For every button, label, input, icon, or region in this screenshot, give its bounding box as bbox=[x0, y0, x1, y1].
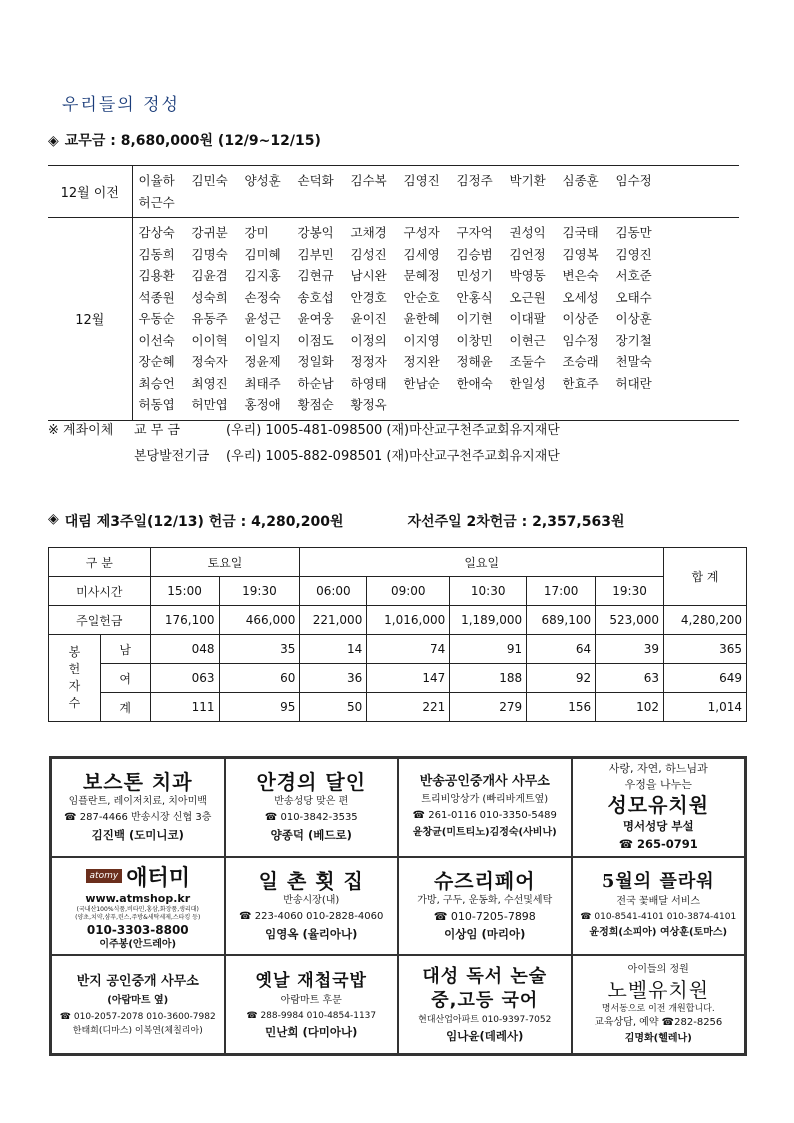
donor-name: 김정주 bbox=[456, 173, 493, 188]
ad-may-flower bbox=[572, 857, 746, 956]
ad-atomy bbox=[51, 857, 225, 956]
donor-name: 이이혁 bbox=[191, 332, 228, 348]
cash-cell: 689,100 bbox=[527, 606, 596, 635]
donor-name: 한일성 bbox=[509, 375, 546, 391]
diamond-icon: ◈ bbox=[48, 133, 59, 149]
donor-cell: 39 bbox=[596, 635, 664, 664]
ad-text: 아람마트 후문 bbox=[280, 994, 342, 1006]
donor-name: 석종원 bbox=[138, 289, 175, 305]
ad-phone: ☎ 223-4060 010-2828-4060 bbox=[239, 910, 384, 922]
donor-name: 김동희 bbox=[138, 246, 175, 262]
donor-name: 홍정애 bbox=[244, 397, 281, 412]
cash-total-cell: 4,280,200 bbox=[664, 606, 747, 635]
header-total: 합 계 bbox=[664, 548, 747, 606]
charity-offering-label: 자선주일 2차헌금 : 2,357,563원 bbox=[407, 514, 625, 530]
ad-owner: 윤창균(미트티노)김정숙(사비나) bbox=[412, 827, 557, 839]
cash-cell: 466,000 bbox=[219, 606, 300, 635]
donor-name: 정숙자 bbox=[191, 354, 228, 369]
ad-title: 옛날 재첩국밥 bbox=[255, 970, 367, 991]
ad-phone: ☎ 287-4466 반송시장 신협 3층 bbox=[64, 812, 212, 824]
names-before-dec bbox=[139, 170, 740, 213]
ad-owner: 이상임 (마리아) bbox=[444, 926, 526, 941]
donor-name: 정지완 bbox=[403, 354, 440, 369]
cash-cell: 1,189,000 bbox=[450, 606, 527, 635]
donor-name: 허만엽 bbox=[191, 397, 228, 412]
donor-cell: 147 bbox=[367, 664, 450, 693]
account-transfer-info bbox=[48, 418, 560, 470]
header-mass-time: 미사시간 bbox=[49, 577, 151, 606]
donor-name: 감상숙 bbox=[138, 225, 175, 240]
donor-name: 김명숙 bbox=[191, 246, 228, 262]
ad-phone: ☎ 261-0116 010-3350-5489 bbox=[412, 810, 557, 822]
donor-name: 조승래 bbox=[562, 354, 599, 369]
donor-name: 김영복 bbox=[562, 246, 599, 262]
donor-name: 황점순 bbox=[297, 397, 334, 412]
donor-name: 허동엽 bbox=[138, 397, 175, 412]
ad-text: 아이들의 정원 bbox=[627, 963, 689, 975]
ad-text: 명서성당 부설 bbox=[622, 819, 694, 834]
donor-name: 한남순 bbox=[403, 375, 440, 391]
donor-name: 장기철 bbox=[615, 332, 652, 348]
donor-name: 변은숙 bbox=[562, 268, 599, 283]
donor-name: 한애숙 bbox=[456, 375, 493, 391]
donor-name: 윤한혜 bbox=[403, 311, 440, 326]
donor-name: 남시완 bbox=[350, 268, 387, 283]
ad-text: 트리비앙상가 (빠리바게트옆) bbox=[421, 794, 549, 806]
donor-total-cell: 365 bbox=[664, 635, 747, 664]
donor-cell: 74 bbox=[367, 635, 450, 664]
donor-cell: 188 bbox=[450, 664, 527, 693]
donor-name: 김윤겸 bbox=[191, 268, 228, 283]
donor-name: 민성기 bbox=[456, 268, 493, 283]
time-cell: 09:00 bbox=[367, 577, 450, 606]
donor-name: 이선숙 bbox=[138, 332, 175, 348]
donor-name: 이현근 bbox=[509, 332, 546, 348]
ad-title: 대성 독서 논술 bbox=[422, 965, 548, 987]
transfer-account-2: (우리) 1005-882-098501 (재)마산교구천주교회유지재단 bbox=[226, 449, 560, 464]
donor-name: 송호섭 bbox=[297, 289, 334, 305]
names-dec bbox=[139, 222, 740, 416]
donor-name: 김지홍 bbox=[244, 268, 281, 283]
donor-name: 천말숙 bbox=[615, 354, 652, 369]
donor-name: 양성훈 bbox=[244, 173, 281, 188]
ad-text: 명서동으로 이전 개원합니다. bbox=[601, 1003, 715, 1014]
donor-name: 유동주 bbox=[191, 311, 228, 326]
donor-name: 이상훈 bbox=[615, 311, 652, 326]
ad-jaecheop-gukbap bbox=[225, 955, 399, 1054]
ad-title: 일 촌 횟 집 bbox=[258, 868, 364, 893]
ad-title: 반지 공인중개 사무소 bbox=[76, 973, 199, 989]
donor-name: 박기환 bbox=[509, 173, 546, 188]
donor-cell: 92 bbox=[527, 664, 596, 693]
donor-cell: 64 bbox=[527, 635, 596, 664]
donor-total-cell: 1,014 bbox=[664, 693, 747, 722]
row-label-dec: 12월 bbox=[48, 218, 132, 421]
donor-name: 윤여웅 bbox=[297, 311, 334, 326]
donor-name: 김승범 bbox=[456, 246, 493, 262]
donor-name: 우동순 bbox=[138, 311, 175, 326]
donor-cell: 50 bbox=[300, 693, 367, 722]
sunday-offering-label: 대림 제3주일(12/13) 헌금 : 4,280,200원 bbox=[64, 514, 344, 530]
donor-name: 장순혜 bbox=[138, 354, 175, 369]
donor-name: 구성자 bbox=[403, 225, 440, 240]
ad-title: 성모유치원 bbox=[607, 793, 710, 818]
ad-text: 가방, 구두, 운동화, 수선및세탁 bbox=[417, 894, 553, 906]
ad-phone: ☎ 010-8541-4101 010-3874-4101 bbox=[580, 911, 737, 922]
donor-name: 정해윤 bbox=[456, 354, 493, 369]
donor-name: 안홍식 bbox=[456, 289, 493, 305]
cash-cell: 176,100 bbox=[150, 606, 219, 635]
donor-name: 고채경 bbox=[350, 225, 387, 240]
diamond-icon: ◈ bbox=[48, 511, 59, 527]
transfer-name-2: 본당발전기금 bbox=[134, 449, 210, 464]
time-cell: 15:00 bbox=[150, 577, 219, 606]
ad-title: 반송공인중개사 사무소 bbox=[419, 774, 550, 790]
transfer-name-1: 교 무 금 bbox=[134, 423, 180, 438]
donor-cell: 063 bbox=[150, 664, 219, 693]
donor-name: 손덕화 bbox=[297, 173, 334, 188]
donor-cell: 14 bbox=[300, 635, 367, 664]
ad-url: www.atmshop.kr bbox=[85, 891, 191, 905]
donor-cell: 36 bbox=[300, 664, 367, 693]
header-sunday: 일요일 bbox=[300, 548, 664, 577]
ad-seongmo-kindergarten bbox=[572, 758, 746, 857]
donor-name: 하영태 bbox=[350, 375, 387, 391]
ad-title: 안경의 달인 bbox=[256, 770, 367, 795]
ad-banji-realty bbox=[51, 955, 225, 1054]
transfer-mark: ※ 계좌이체 bbox=[48, 423, 114, 438]
donor-name: 임수정 bbox=[615, 173, 652, 188]
ad-owner: 김명화(헬레나) bbox=[624, 1032, 692, 1044]
row-label-before-dec: 12월 이전 bbox=[48, 166, 132, 218]
donor-name: 김언정 bbox=[509, 246, 546, 262]
ad-owner: 이주봉(안드레아) bbox=[99, 938, 177, 950]
ad-title: 슈즈리페어 bbox=[433, 868, 536, 893]
donor-count-label: 봉 헌 자 수 bbox=[49, 635, 101, 722]
ad-realty-bansong bbox=[398, 758, 572, 857]
donor-name: 최영진 bbox=[191, 375, 228, 391]
ad-owner: 임영옥 (율리아나) bbox=[265, 926, 358, 941]
transfer-account-1: (우리) 1005-481-098500 (재)마산교구천주교회유지재단 bbox=[226, 423, 560, 438]
cash-cell: 1,016,000 bbox=[367, 606, 450, 635]
donor-name: 김수복 bbox=[350, 173, 387, 188]
donor-name: 심종훈 bbox=[562, 173, 599, 188]
donor-name: 김세영 bbox=[403, 246, 440, 262]
donor-cell: 63 bbox=[596, 664, 664, 693]
donor-name: 오근원 bbox=[509, 289, 546, 305]
cash-cell: 221,000 bbox=[300, 606, 367, 635]
ad-phone: ☎ 010-7205-7898 bbox=[433, 909, 536, 923]
donor-name: 강귀분 bbox=[191, 225, 228, 240]
offering-dues-label: 교무금 : 8,680,000원 (12/9~12/15) bbox=[64, 133, 321, 149]
donor-cell: 102 bbox=[596, 693, 664, 722]
ad-title: 노벨유치원 bbox=[607, 977, 710, 1002]
ad-text: 임플란트, 레이저치료, 치아미백 bbox=[68, 796, 207, 808]
donor-name: 성숙희 bbox=[191, 289, 228, 305]
donor-name: 한효주 bbox=[562, 375, 599, 391]
ad-owner: 민난희 (다미아나) bbox=[265, 1024, 358, 1039]
donor-name: 윤이진 bbox=[350, 311, 387, 326]
donor-name: 이지영 bbox=[403, 332, 440, 348]
donor-name: 강미 bbox=[244, 225, 269, 240]
donor-cell: 221 bbox=[367, 693, 450, 722]
donor-cell: 279 bbox=[450, 693, 527, 722]
time-cell: 19:30 bbox=[596, 577, 664, 606]
donor-name: 허대란 bbox=[615, 375, 652, 391]
donor-name: 서호준 bbox=[615, 268, 652, 283]
donor-name: 하순남 bbox=[297, 375, 334, 391]
donor-name: 이대팔 bbox=[509, 311, 546, 326]
donor-cell: 35 bbox=[219, 635, 300, 664]
offering-table bbox=[48, 547, 747, 722]
ad-text: (양초,치약,샴푸,린스,주방&세탁세제,스타킹 등) bbox=[75, 913, 201, 921]
donor-name: 김민숙 bbox=[191, 173, 228, 188]
ad-owner: 임나윤(데레사) bbox=[446, 1028, 524, 1043]
donor-cell: 60 bbox=[219, 664, 300, 693]
donor-name: 이상준 bbox=[562, 311, 599, 326]
ad-phone: 교육상담, 예약 ☎282-8256 bbox=[594, 1016, 723, 1028]
donor-name: 김영진 bbox=[403, 173, 440, 188]
donor-name: 안경호 bbox=[350, 289, 387, 305]
donor-name: 김미혜 bbox=[244, 246, 281, 262]
time-cell: 17:00 bbox=[527, 577, 596, 606]
ad-phone: ☎ 010-2057-2078 010-3600-7982 bbox=[59, 1011, 216, 1022]
ad-text: (국내산100%식품,비타민,홍삼,화장품,생리대) bbox=[76, 905, 199, 913]
ad-text: 반송시장(내) bbox=[283, 894, 340, 906]
donor-cell: 95 bbox=[219, 693, 300, 722]
ad-phone: ☎ 288-9984 010-4854-1137 bbox=[246, 1010, 377, 1021]
donor-cell: 91 bbox=[450, 635, 527, 664]
ad-boston-dental bbox=[51, 758, 225, 857]
ad-phone: 010-3303-8800 bbox=[86, 922, 189, 937]
donor-name: 이창민 bbox=[456, 332, 493, 348]
donor-row-label: 남 bbox=[100, 635, 150, 664]
donor-name: 허근수 bbox=[138, 194, 175, 210]
donor-name: 권성익 bbox=[509, 225, 546, 240]
donor-cell: 111 bbox=[150, 693, 219, 722]
donor-name: 이정의 bbox=[350, 332, 387, 348]
header-gubun: 구 분 bbox=[49, 548, 151, 577]
donor-name: 김용환 bbox=[138, 268, 175, 283]
donor-name: 최승언 bbox=[138, 375, 175, 391]
ad-text: 반송성당 맞은 편 bbox=[274, 796, 349, 808]
donor-name: 김영진 bbox=[615, 246, 652, 262]
sunday-offering-heading bbox=[48, 511, 748, 531]
ad-title: 애터미 bbox=[126, 865, 190, 891]
ad-phone: 현대산업아파트 010-9397-7052 bbox=[418, 1014, 552, 1025]
donor-name: 정정자 bbox=[350, 354, 387, 369]
time-cell: 06:00 bbox=[300, 577, 367, 606]
ad-subtitle: 중,고등 국어 bbox=[431, 989, 539, 1011]
ad-owner: 한태희(디마스) 이복연(체칠리아) bbox=[72, 1025, 203, 1036]
page-title: 우리들의 정성 bbox=[62, 95, 180, 115]
donor-name: 김국태 bbox=[562, 225, 599, 240]
offering-dues-heading bbox=[48, 130, 321, 150]
ad-text: (아람마트 옆) bbox=[107, 994, 169, 1006]
donor-name: 이점도 bbox=[297, 332, 334, 348]
donor-name: 오태수 bbox=[615, 289, 652, 305]
time-cell: 19:30 bbox=[219, 577, 300, 606]
donor-name: 오세성 bbox=[562, 289, 599, 305]
donor-name: 황정옥 bbox=[350, 397, 387, 412]
donor-name: 구자억 bbox=[456, 225, 493, 240]
donor-name: 김동만 bbox=[615, 225, 652, 240]
donor-name: 강봉익 bbox=[297, 225, 334, 240]
ad-text: 우정을 나누는 bbox=[624, 778, 692, 792]
header-saturday: 토요일 bbox=[150, 548, 300, 577]
donor-name: 정일화 bbox=[297, 354, 334, 369]
ad-title: 5월의 플라워 bbox=[601, 870, 715, 892]
donor-cell: 048 bbox=[150, 635, 219, 664]
ad-phone: ☎ 265-0791 bbox=[618, 837, 698, 852]
donor-name: 이율하 bbox=[138, 173, 175, 188]
donor-name: 김현규 bbox=[297, 268, 334, 283]
ad-owner: 윤정희(소피아) 여상훈(토마스) bbox=[589, 926, 728, 938]
ad-glasses bbox=[225, 758, 399, 857]
ad-text: 사랑, 자연, 하느님과 bbox=[608, 762, 708, 776]
donor-name: 임수정 bbox=[562, 332, 599, 348]
ads-grid bbox=[49, 756, 747, 1056]
cash-label: 주일헌금 bbox=[49, 606, 151, 635]
ad-nobel-kindergarten bbox=[572, 955, 746, 1054]
donor-name: 김성진 bbox=[350, 246, 387, 262]
donor-name: 박영동 bbox=[509, 268, 546, 283]
atomy-logo-icon: atomy bbox=[86, 869, 123, 883]
ad-daesung-nonsul bbox=[398, 955, 572, 1054]
donor-name: 이기현 bbox=[456, 311, 493, 326]
donor-name: 정윤제 bbox=[244, 354, 281, 369]
ad-text: 전국 꽃배달 서비스 bbox=[616, 895, 701, 907]
donor-name: 최태주 bbox=[244, 375, 281, 391]
ad-owner: 양종덕 (베드로) bbox=[270, 828, 352, 843]
time-cell: 10:30 bbox=[450, 577, 527, 606]
ad-ilchon-sashimi bbox=[225, 857, 399, 956]
donor-row-label: 여 bbox=[100, 664, 150, 693]
donor-row-label: 계 bbox=[100, 693, 150, 722]
cash-cell: 523,000 bbox=[596, 606, 664, 635]
donor-name: 윤성근 bbox=[244, 311, 281, 326]
donor-name: 김부민 bbox=[297, 246, 334, 262]
donor-name: 조둘수 bbox=[509, 354, 546, 369]
donor-cell: 156 bbox=[527, 693, 596, 722]
donor-name: 안순호 bbox=[403, 289, 440, 305]
donor-name: 문혜정 bbox=[403, 268, 440, 283]
ad-shoe-repair bbox=[398, 857, 572, 956]
ad-owner: 김진백 (도미니코) bbox=[91, 828, 184, 843]
ad-phone: ☎ 010-3842-3535 bbox=[264, 812, 358, 824]
donor-total-cell: 649 bbox=[664, 664, 747, 693]
donor-name: 손정숙 bbox=[244, 289, 281, 305]
ad-title: 보스톤 치과 bbox=[82, 770, 193, 795]
donor-names-table bbox=[48, 165, 739, 421]
donor-name: 이일지 bbox=[244, 332, 281, 348]
